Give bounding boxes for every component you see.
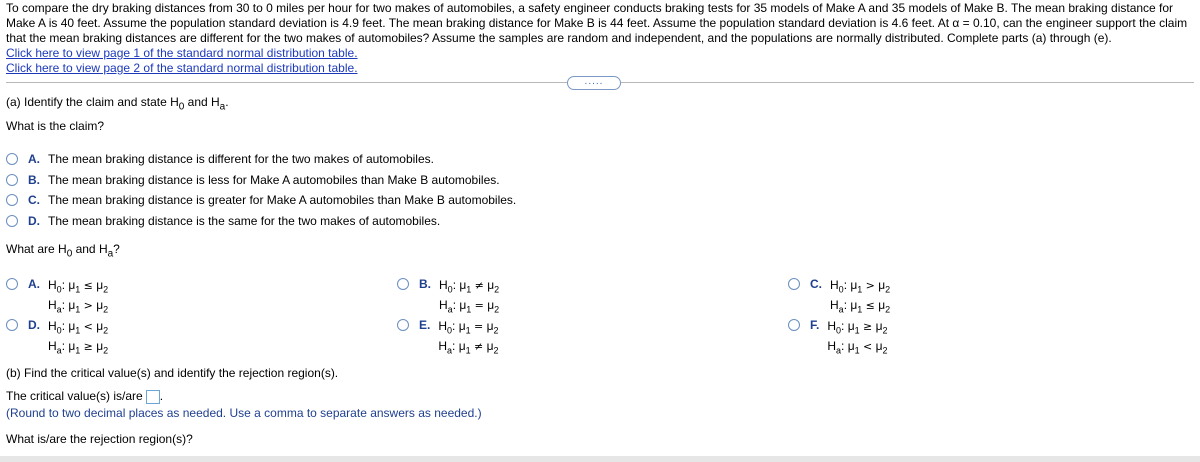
hypothesis-option-d[interactable]	[6, 318, 108, 359]
option-letter: D.	[28, 318, 40, 332]
radio-button[interactable]	[788, 319, 800, 331]
option-letter: D.	[28, 214, 40, 228]
problem-text: To compare the dry braking distances from 30 to 0 miles per hour for two makes of automobiles, a safety engineer conducts braking tests for 35 models of Make A and 35 models of Make B. The mean braking distance for Make A is 40 feet. Assume the population standard deviation is 4.9 feet. The mean braking distance for Make B is 44 feet. Assume the population standard deviation is 4.6 feet. At α = 0.10, can the engineer support the claim that the mean braking distances are different for the two makes of automobiles? Assume the samples are random and independent, and the populations are normally distributed. Complete parts (a) through (e).	[6, 1, 1188, 45]
option-text: The mean braking distance is greater for Make A automobiles than Make B automobiles.	[48, 193, 517, 207]
null-hypothesis: $H_0$: $\mu_1 \ne \mu_2$	[439, 278, 500, 295]
option-letter: F.	[810, 318, 820, 332]
radio-button[interactable]	[397, 319, 409, 331]
alternative-hypothesis: $H_a$: $\mu_1 > \mu_2$	[48, 298, 109, 315]
hypothesis-option-f[interactable]	[788, 318, 888, 359]
claim-option-a[interactable]	[6, 151, 434, 167]
option-letter: C.	[28, 193, 40, 207]
option-text: The mean braking distance is the same for the two makes of automobiles.	[48, 214, 441, 228]
null-hypothesis: $H_0$: $\mu_1 > \mu_2$	[830, 278, 891, 295]
normal-table-page1-link[interactable]: Click here to view page 1 of the standard normal distribution table.	[6, 46, 358, 60]
option-letter: C.	[810, 277, 822, 291]
problem-statement	[6, 1, 1194, 76]
option-letter: B.	[28, 173, 40, 187]
option-letter: A.	[28, 152, 40, 166]
radio-button[interactable]	[6, 215, 18, 227]
alternative-hypothesis: $H_a$: $\mu_1 \le \mu_2$	[830, 298, 891, 315]
part-b-heading: (b) Find the critical value(s) and identify the rejection region(s).	[6, 366, 339, 380]
normal-table-page2-link[interactable]: Click here to view page 2 of the standard normal distribution table.	[6, 61, 358, 75]
hypothesis-option-c[interactable]	[788, 277, 890, 318]
hypothesis-option-b[interactable]	[397, 277, 499, 318]
alternative-hypothesis: $H_a$: $\mu_1 = \mu_2$	[439, 298, 500, 315]
null-hypothesis: $H_0$: $\mu_1 = \mu_2$	[438, 319, 499, 336]
option-letter: A.	[28, 277, 40, 291]
radio-button[interactable]	[6, 194, 18, 206]
null-hypothesis: $H_0$: $\mu_1 < \mu_2$	[48, 319, 109, 336]
alternative-hypothesis: $H_a$: $\mu_1 \ge \mu_2$	[48, 339, 109, 356]
radio-button[interactable]	[6, 319, 18, 331]
claim-option-b[interactable]	[6, 172, 500, 188]
rejection-region-question: What is/are the rejection region(s)?	[6, 432, 193, 446]
critical-value-label: The critical value(s) is/are	[6, 389, 143, 403]
radio-button[interactable]	[788, 278, 800, 290]
radio-button[interactable]	[6, 153, 18, 165]
option-text: The mean braking distance is different for the two makes of automobiles.	[48, 152, 434, 166]
claim-option-d[interactable]	[6, 213, 440, 229]
radio-button[interactable]	[6, 278, 18, 290]
hypothesis-option-a[interactable]	[6, 277, 108, 318]
hypothesis-option-e[interactable]	[397, 318, 499, 359]
part-a-heading: (a) Identify the claim and state $H_0$ and $H_a$.	[6, 95, 229, 113]
critical-value-input[interactable]	[146, 390, 160, 404]
claim-question: What is the claim?	[6, 119, 105, 133]
option-text: The mean braking distance is less for Make A automobiles than Make B automobiles.	[48, 173, 500, 187]
option-letter: E.	[419, 318, 431, 332]
bottom-scroll-strip	[0, 456, 1200, 462]
null-hypothesis: $H_0$: $\mu_1 \le \mu_2$	[48, 278, 109, 295]
alternative-hypothesis: $H_a$: $\mu_1 < \mu_2$	[827, 339, 888, 356]
rounding-instructions: (Round to two decimal places as needed. Use a comma to separate answers as needed.)	[6, 406, 482, 420]
critical-value-line: The critical value(s) is/are .	[6, 389, 164, 403]
radio-button[interactable]	[6, 174, 18, 186]
alternative-hypothesis: $H_a$: $\mu_1 \ne \mu_2$	[438, 339, 499, 356]
hypotheses-question: What are $H_0$ and $H_a$?	[6, 242, 120, 260]
radio-button[interactable]	[397, 278, 409, 290]
expand-collapse-button[interactable]: .....	[567, 76, 621, 90]
null-hypothesis: $H_0$: $\mu_1 \ge \mu_2$	[827, 319, 888, 336]
claim-option-c[interactable]	[6, 192, 516, 208]
option-letter: B.	[419, 277, 431, 291]
